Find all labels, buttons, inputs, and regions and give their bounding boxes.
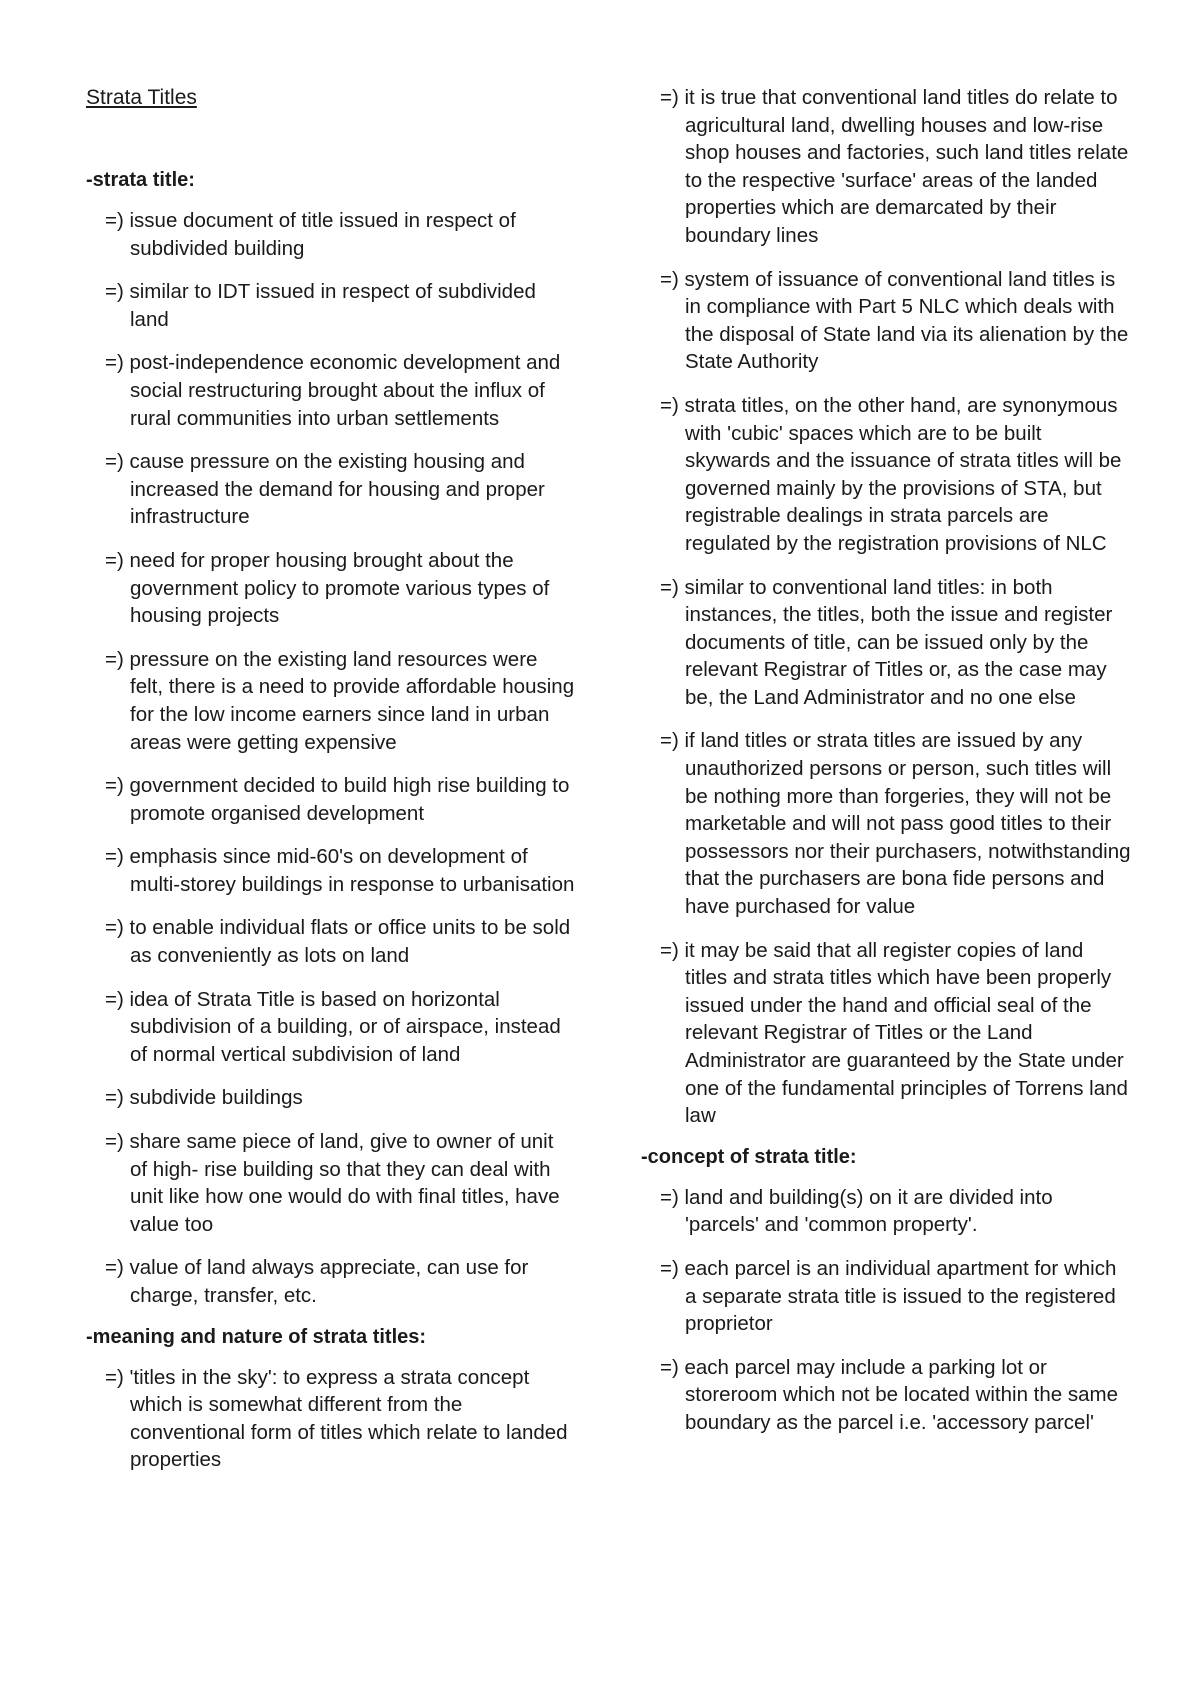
- right-column: [641, 84, 1131, 1450]
- bullet-list-strata-title: [86, 207, 576, 1310]
- list-item: =) to enable individual flats or office units to be sold as conveniently as lots on land: [105, 916, 571, 968]
- list-item: =) subdivide buildings: [105, 1086, 303, 1110]
- list-item: =) each parcel may include a parking lot or storeroom which not be located within the same boundary as the parcel i.e. 'accessory parcel': [660, 1355, 1119, 1434]
- list-item: =) it may be said that all register copies of land titles and strata titles which have been properly issued under the hand and official seal of the relevant Registrar of Titles or the Land Administrator are guaranteed by the State under one of the fundamental principles of Torrens land law: [660, 938, 1128, 1128]
- list-item: =) pressure on the existing land resources were felt, there is a need to provide affordable housing for the low income earners since land in urban areas were getting expensive: [105, 647, 575, 754]
- section-heading-concept: -concept of strata title:: [641, 1145, 857, 1168]
- list-item: =) share same piece of land, give to owner of unit of high- rise building so that they can deal with unit like how one would do with final titles, have value too: [105, 1130, 560, 1236]
- list-item: =) need for proper housing brought about the government policy to promote various types of housing projects: [105, 548, 550, 628]
- list-item: =) strata titles, on the other hand, are synonymous with 'cubic' spaces which are to be built skywards and the issuance of strata titles will be governed mainly by the provisions of STA, but registrable dealings in strata parcels are regulated by the registration provisions of NLC: [660, 393, 1122, 555]
- bullet-list-meaning-nature: [86, 1364, 576, 1474]
- list-item: =) similar to conventional land titles: in both instances, the titles, both the issue and register documents of title, can be issued only by the relevant Registrar of Titles or, as the case may be, the Land Administrator and no one else: [660, 575, 1113, 709]
- list-item: =) issue document of title issued in respect of subdivided building: [105, 209, 516, 260]
- bullet-list-concept: [641, 1184, 1131, 1437]
- list-item: =) government decided to build high rise building to promote organised development: [105, 774, 570, 825]
- document-title: Strata Titles: [86, 86, 197, 109]
- list-item: =) 'titles in the sky': to express a strata concept which is somewhat different from the conventional form of titles which relate to landed properties: [105, 1365, 568, 1472]
- section-heading-strata-title: -strata title:: [86, 169, 195, 191]
- list-item: =) post-independence economic development and social restructuring brought about the influx of rural communities into urban settlements: [105, 351, 561, 430]
- left-column: [86, 84, 576, 1487]
- list-item: =) land and building(s) on it are divided into 'parcels' and 'common property'.: [660, 1185, 1053, 1237]
- list-item: =) idea of Strata Title is based on horizontal subdivision of a building, or of airspace, instead of normal vertical subdivision of land: [105, 987, 561, 1066]
- section-heading-meaning-nature: -meaning and nature of strata titles:: [86, 1325, 427, 1348]
- bullet-list-meaning-nature-continued: [641, 84, 1131, 1130]
- list-item: =) system of issuance of conventional land titles is in compliance with Part 5 NLC which deals with the disposal of State land via its alienation by the State Authority: [660, 267, 1129, 374]
- list-item: =) if land titles or strata titles are issued by any unauthorized persons or person, such titles will be nothing more than forgeries, they will not be marketable and will not pass good titles to their possessors nor their purchasers, notwithstanding that the purchasers are bona fide persons and have purchased for value: [660, 729, 1131, 919]
- list-item: =) emphasis since mid-60's on development of multi-storey buildings in response to urbanisation: [105, 845, 575, 896]
- list-item: =) cause pressure on the existing housing and increased the demand for housing and proper infrastructure: [105, 450, 545, 529]
- list-item: =) each parcel is an individual apartment for which a separate strata title is issued to the registered proprietor: [660, 1256, 1117, 1336]
- list-item: =) value of land always appreciate, can use for charge, transfer, etc.: [105, 1256, 529, 1307]
- list-item: =) it is true that conventional land titles do relate to agricultural land, dwelling houses and low-rise shop houses and factories, such land titles relate to the respective 'surface' areas of the landed properties which are demarcated by their boundary lines: [660, 86, 1129, 247]
- list-item: =) similar to IDT issued in respect of subdivided land: [105, 280, 536, 331]
